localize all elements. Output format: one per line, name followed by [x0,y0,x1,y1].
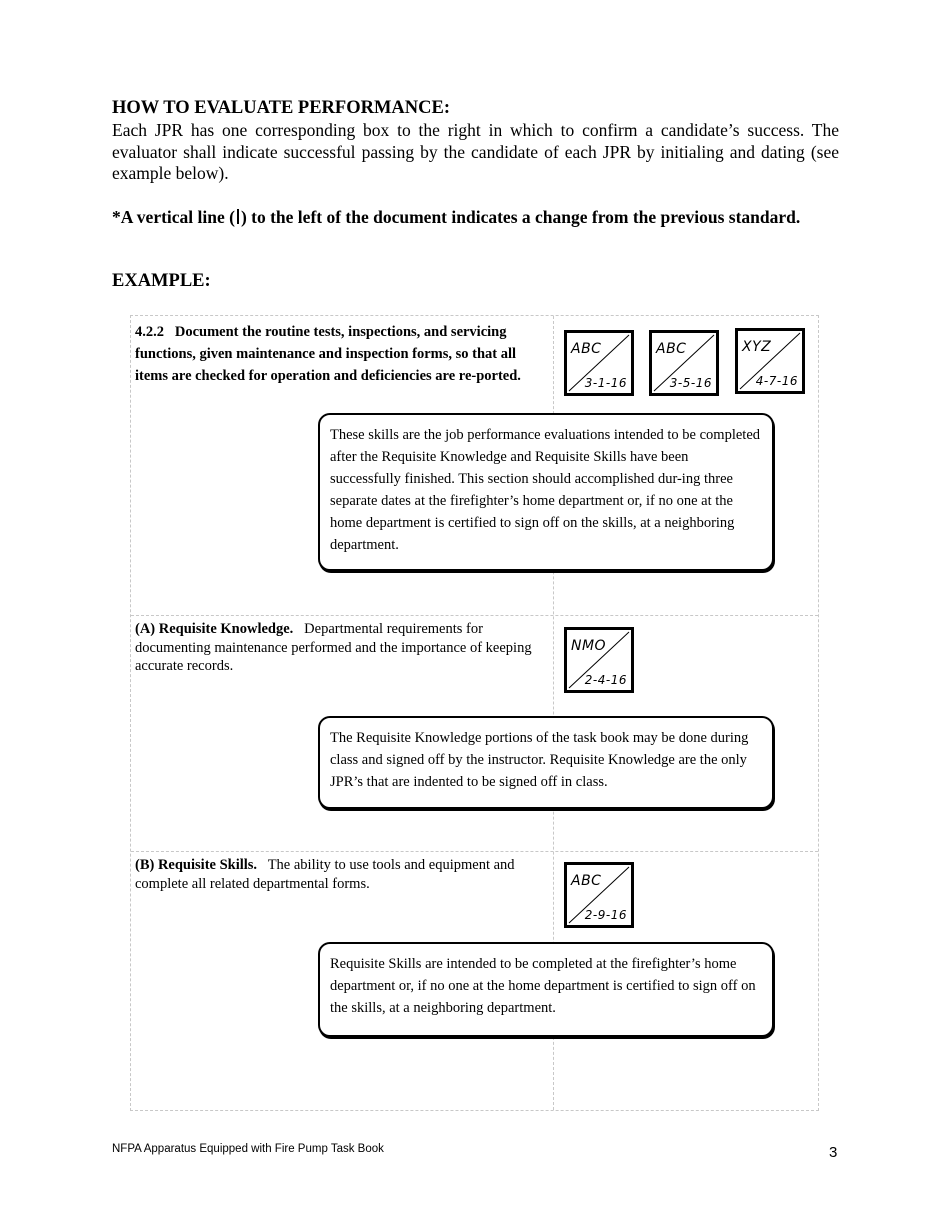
requisite-skills-text [135,856,547,893]
signoff-stamp [735,328,805,394]
row-description: The ability to use tools and equipment and complete all related departmental forms. [135,857,515,892]
page-number: 3 [829,1144,838,1161]
row-label: (B) Requisite Skills. [135,857,258,873]
stamp-date: 3-5-16 [669,376,712,390]
explanation-callout [318,942,774,1037]
callout-text: The Requisite Knowledge portions of the task book may be done during class and signed off by the instructor. Requisite Knowledge are the only JPR’s that are indented to be signed off in class. [330,730,749,790]
stamp-date: 3-1-16 [584,376,627,390]
stamp-date: 4-7-16 [755,374,798,388]
signoff-stamp [564,330,634,396]
requisite-knowledge-text [135,620,547,676]
change-notice [112,207,839,229]
vertical-line-symbol [237,209,239,224]
signoff-stamp [564,627,634,693]
stamp-initials: ABC [571,341,602,357]
stamp-initials: ABC [656,341,687,357]
jpr-number: 4.2.2 [135,324,164,340]
signoff-stamp [649,330,719,396]
callout-text: Requisite Skills are intended to be completed at the firefighter’s home department or, if no one at the home department is certified to sign off on the skills, at a neighboring department. [330,956,756,1016]
stamp-date: 2-9-16 [584,908,627,922]
explanation-callout [318,716,774,809]
explanation-callout [318,413,774,571]
example-heading: EXAMPLE: [112,271,211,291]
row-description: Departmental requirements for documenting maintenance performed and the importance of keeping accurate records. [135,621,532,674]
footer-title: NFPA Apparatus Equipped with Fire Pump Task Book [112,1143,384,1155]
jpr-4-2-2-text [135,321,547,387]
callout-text: These skills are the job performance evaluations intended to be completed after the Requisite Knowledge and Requisite Skills have been successfully finished. This section should accomplished dur-ing three separate dates at the firefighter’s home department or, if no one at the home department is certified to sign off on the skills, at a neighboring department. [330,427,761,553]
jpr-description: Document the routine tests, inspections, and servicing functions, given maintenance and inspection forms, so that all items are checked for operation and deficiencies are re-ported. [135,324,521,384]
example-table [130,315,819,1111]
signoff-stamp [564,862,634,928]
stamp-date: 2-4-16 [584,673,627,687]
row-divider [131,851,818,852]
notice-text-after: ) to the left of the document indicates a change from the previous standard. [240,207,801,227]
stamp-initials: XYZ [742,339,772,355]
row-label: (A) Requisite Knowledge. [135,621,294,637]
notice-text-before: *A vertical line ( [112,207,235,227]
stamp-initials: NMO [571,638,607,654]
row-divider [131,615,818,616]
section-heading: HOW TO EVALUATE PERFORMANCE: [112,98,451,118]
intro-paragraph: Each JPR has one corresponding box to the right in which to confirm a candidate’s success. The evaluator shall indicate successful passing by the candidate of each JPR by initialing and dating (see example below). [112,120,839,183]
stamp-initials: ABC [571,873,602,889]
